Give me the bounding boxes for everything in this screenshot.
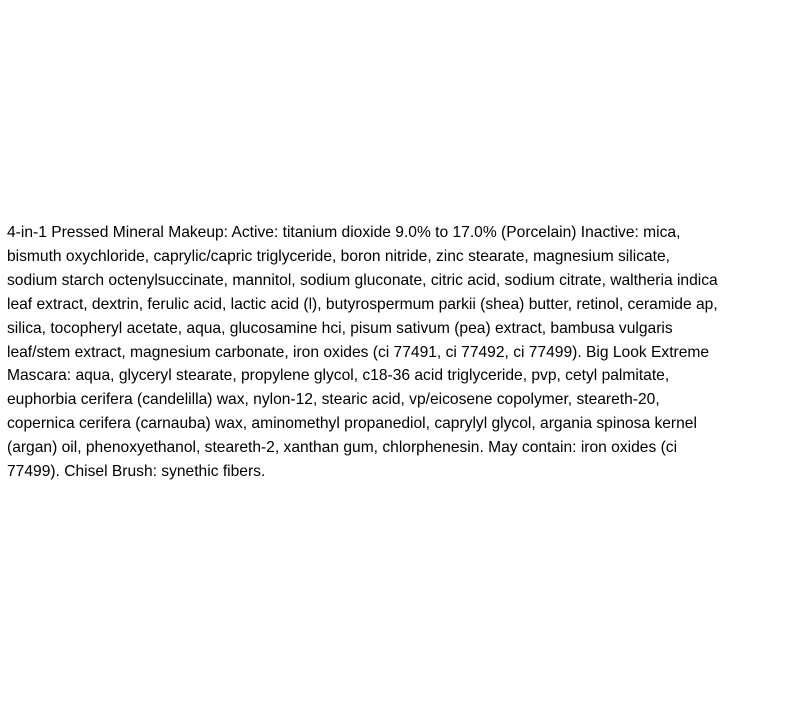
ingredients-line: silica, tocopheryl acetate, aqua, glucosamine hci, pisum sativum (pea) extract, bambusa vulgaris: [7, 319, 673, 337]
ingredients-text-block: [7, 221, 797, 484]
ingredients-line: bismuth oxychloride, caprylic/capric triglyceride, boron nitride, zinc stearate, magnesium silicate,: [7, 247, 671, 265]
ingredients-line: (argan) oil, phenoxyethanol, steareth-2, xanthan gum, chlorphenesin. May contain: iron oxides (ci: [7, 439, 678, 457]
ingredients-line: leaf extract, dextrin, ferulic acid, lactic acid (l), butyrospermum parkii (shea) butter, retinol, ceramide ap,: [7, 295, 718, 313]
ingredients-line: euphorbia cerifera (candelilla) wax, nylon-12, stearic acid, vp/eicosene copolymer, steareth-20,: [7, 391, 660, 409]
ingredients-line: sodium starch octenylsuccinate, mannitol, sodium gluconate, citric acid, sodium citrate, waltheria indica: [7, 271, 718, 289]
ingredients-line: copernica cerifera (carnauba) wax, aminomethyl propanediol, caprylyl glycol, argania spinosa kernel: [7, 415, 697, 433]
ingredients-line: 4-in-1 Pressed Mineral Makeup: Active: titanium dioxide 9.0% to 17.0% (Porcelain) Inactive: mica,: [7, 224, 681, 241]
ingredients-line: 77499). Chisel Brush: synethic fibers.: [7, 463, 266, 481]
ingredients-line: Mascara: aqua, glyceryl stearate, propylene glycol, c18-36 acid triglyceride, pvp, cetyl palmitate,: [7, 367, 670, 385]
ingredients-line: leaf/stem extract, magnesium carbonate, iron oxides (ci 77491, ci 77492, ci 77499). Big Look Extreme: [7, 343, 710, 361]
